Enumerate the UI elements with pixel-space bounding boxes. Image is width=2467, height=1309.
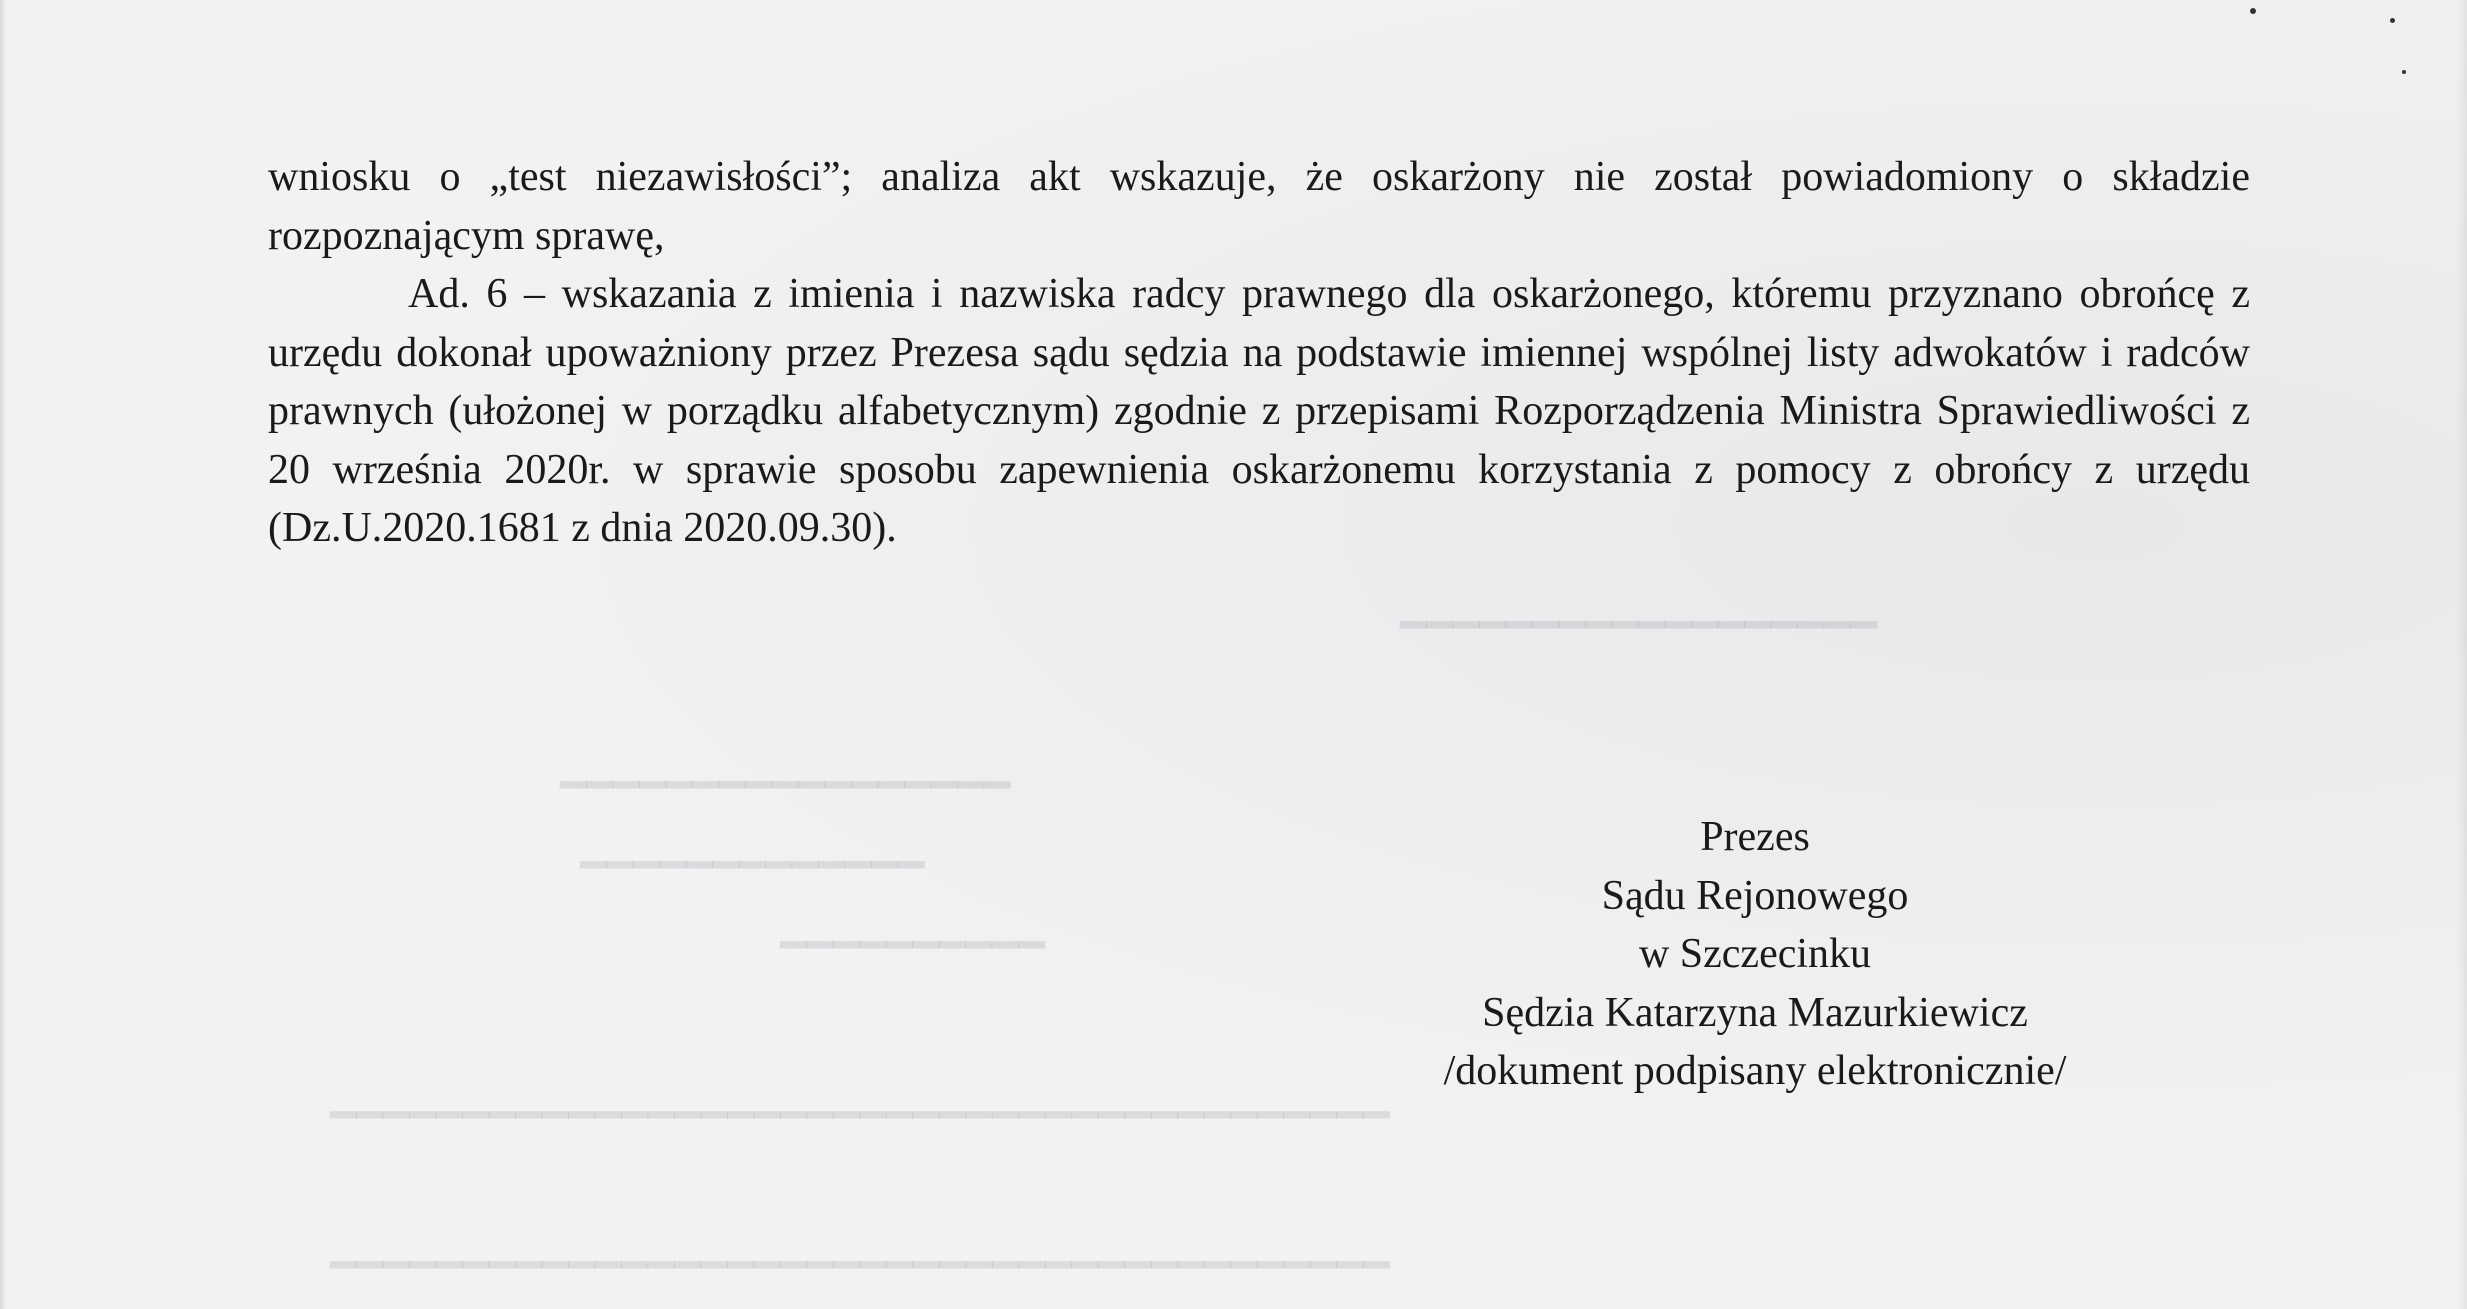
signature-note: /dokument podpisany elektronicznie/ [1443, 1048, 2067, 1094]
show-through-texture: ━━━━━━━━━━━━━━━━━ [560, 761, 1011, 810]
scan-speck [2390, 18, 2395, 23]
show-through-texture: ━━━━━━━━━━━━━━━━━━━━━━━━━━━━━━━━━━━━━━━━ [330, 1241, 1390, 1290]
scan-speck [2402, 70, 2406, 74]
show-through-texture: ━━━━━━━━━━━━━ [580, 841, 925, 890]
paragraph-continuation: wniosku o „test niezawisłości”; analiza akt wskazuje, że oskarżony nie został powiadomiony o składzie rozpoznającym sprawę, [268, 154, 2250, 259]
signature-location: w Szczecinku [1638, 931, 1872, 977]
document-body [268, 148, 2250, 558]
show-through-texture: ━━━━━━━━━━ [780, 921, 1045, 970]
signature-block [1280, 808, 2230, 1101]
signature-title: Prezes [1700, 814, 1810, 860]
show-through-texture: ━━━━━━━━━━━━━━━━━━━━━━━━━━━━━━━━━━━━━━━━ [330, 1091, 1390, 1140]
show-through-texture: ━━━━━━━━━━━━━━━━━━ [1400, 601, 1877, 650]
signature-court: Sądu Rejonowego [1601, 872, 1909, 919]
signature-name: Sędzia Katarzyna Mazurkiewicz [1482, 989, 2028, 1036]
scan-speck [2250, 8, 2256, 14]
paragraph-ad-6: Ad. 6 – wskazania z imienia i nazwiska radcy prawnego dla oskarżonego, któremu przyznano obrońcę z urzędu dokonał upoważniony przez Prezesa sądu sędzia na podstawie imiennej wspólnej listy adwokatów i radców prawnych (ułożonej w porządku alfabetycznym) zgodnie z przepisami Rozporządzenia Ministra Sprawiedliwości z 20 września 2020r. w sprawie sposobu zapewnienia oskarżonemu korzystania z pomocy z obrońcy z urzędu (Dz.U.2020.1681 z dnia 2020.09.30). [268, 271, 2250, 551]
